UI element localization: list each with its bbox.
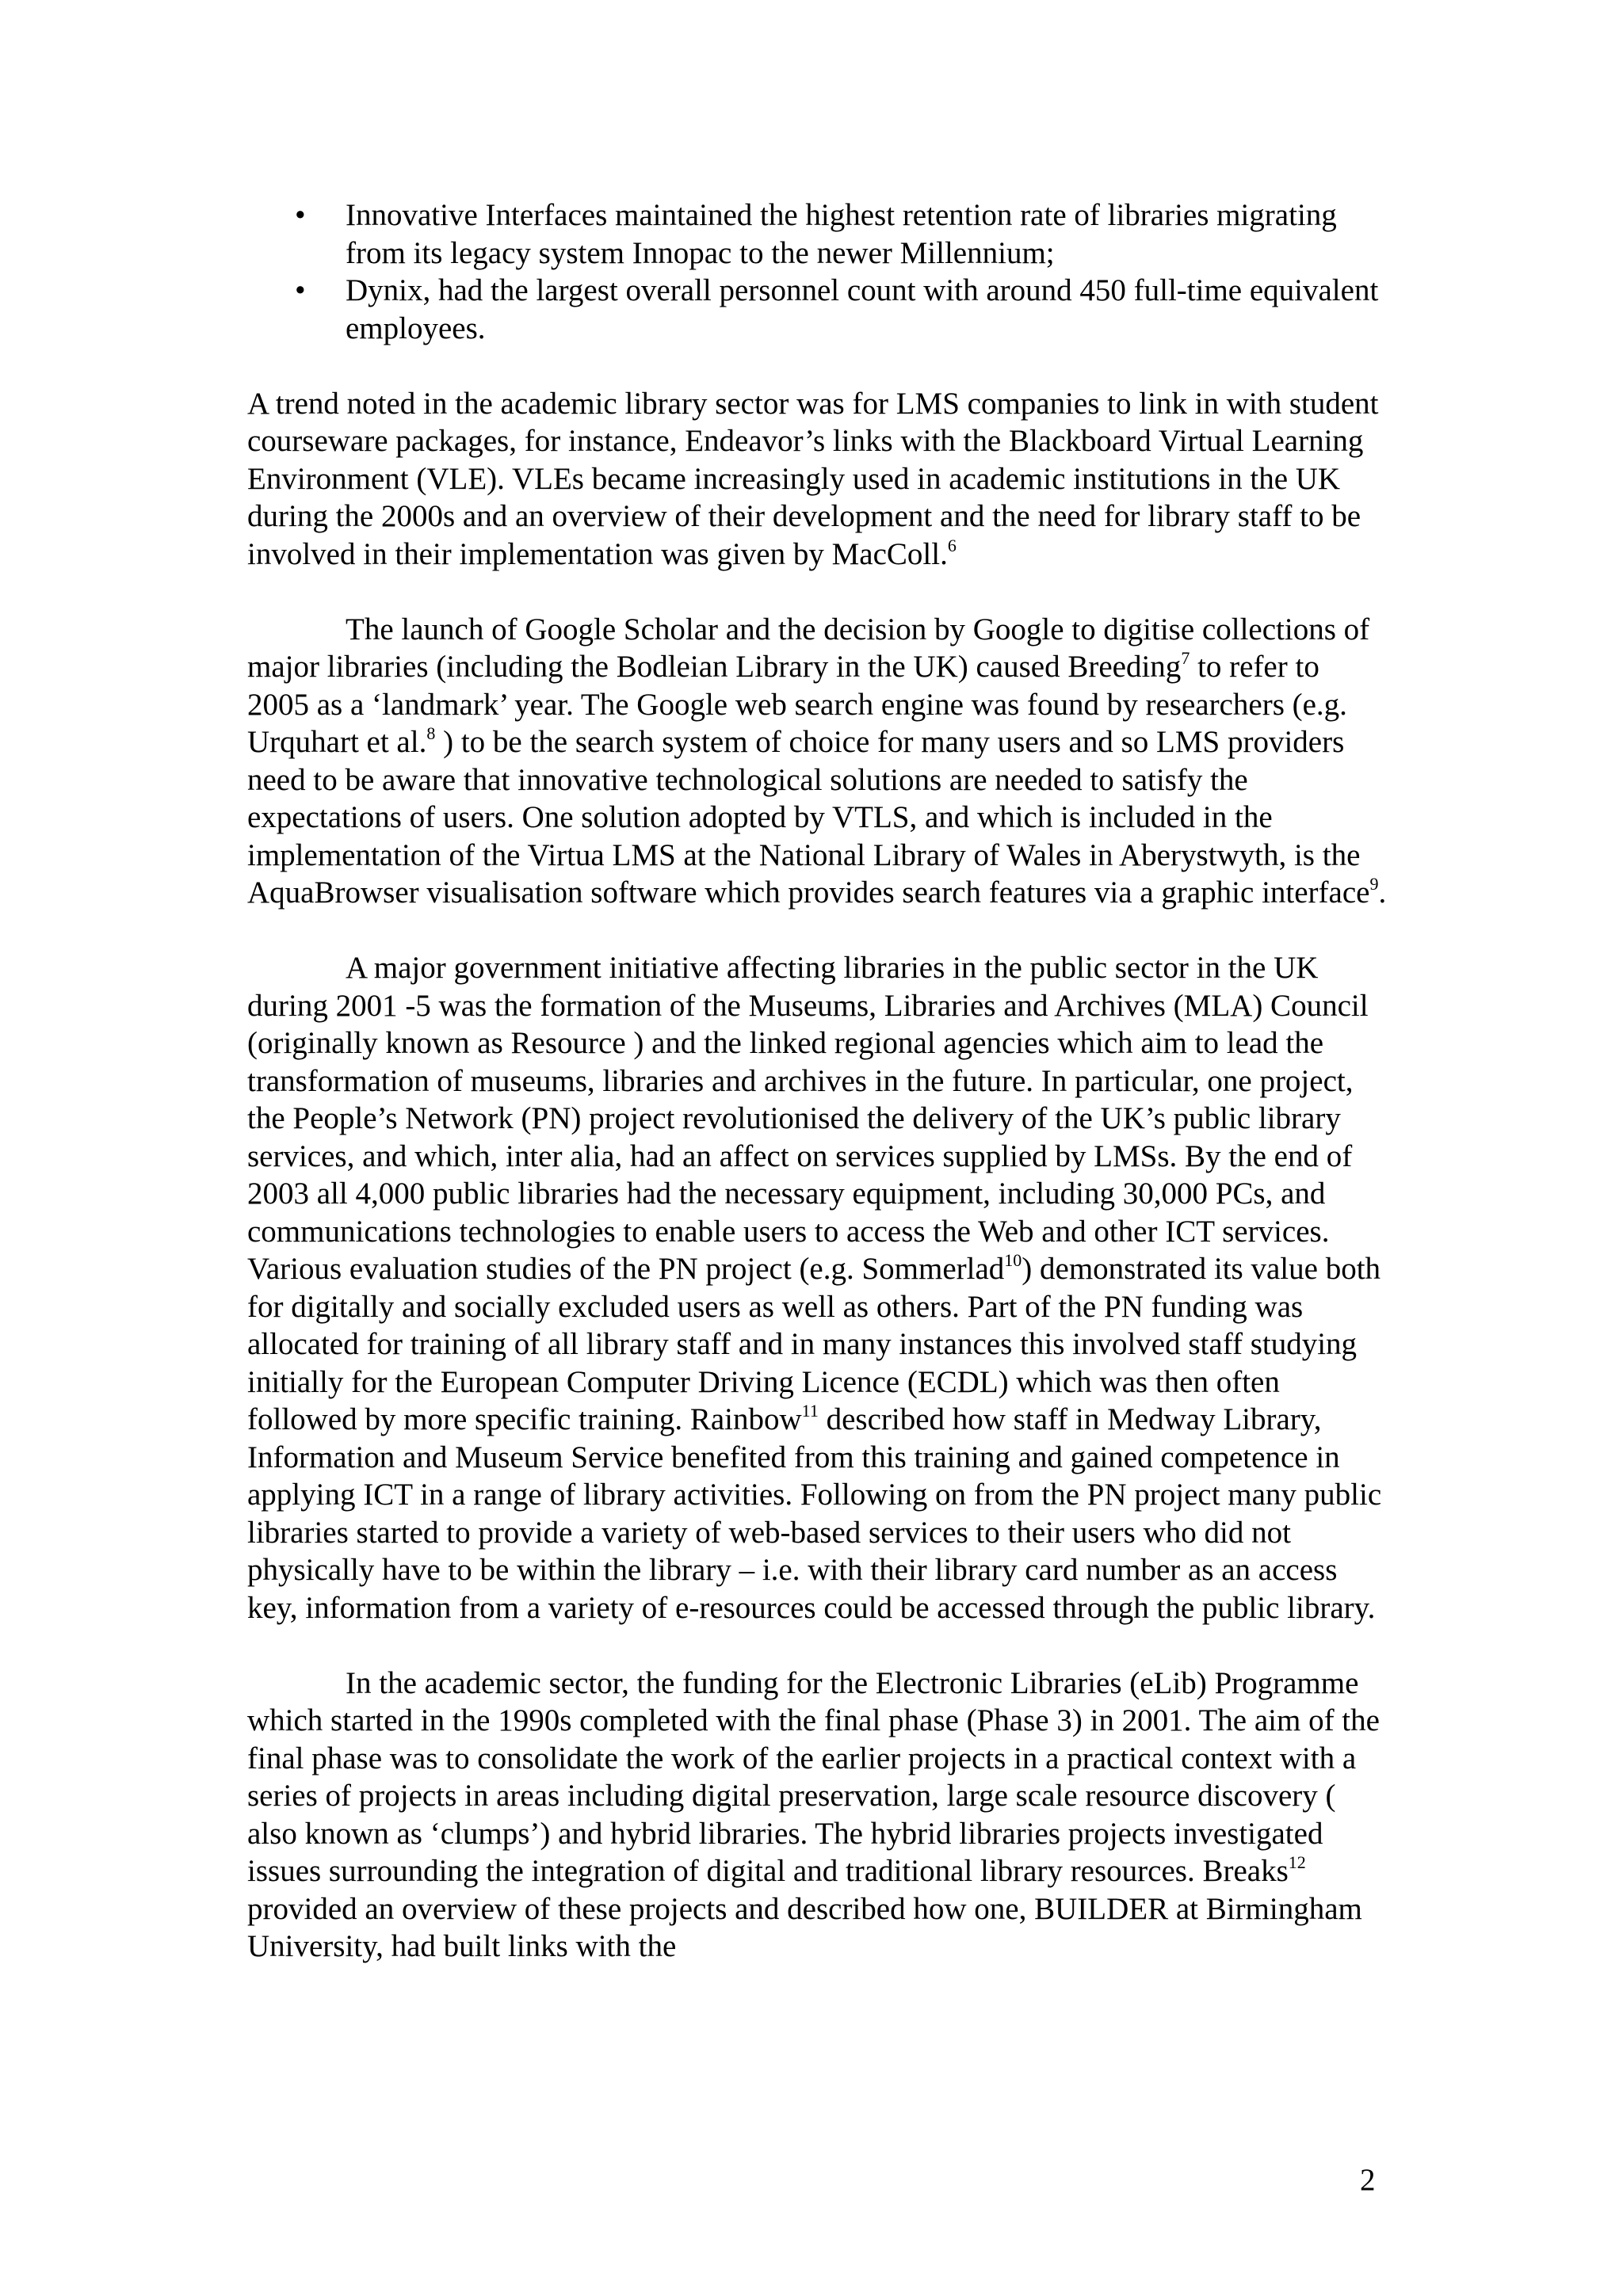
paragraph-vle	[247, 385, 1388, 574]
paragraph-text: A major government initiative affecting libraries in the public sector in the UK during 2001 -5 was the formation of the Museums, Libraries and Archives (MLA) Council (originally known as Resource ) and the linked regional agencies which aim to lead the transformation of museums, libraries and archives in the future. In particular, one project, the People’s Network (PN) project revolutionised the delivery of the UK’s public library services, and which, inter alia, had an affect on services supplied by LMSs. By the end of 2003 all 4,000 public libraries had the necessary equipment, including 30,000 PCs, and communications technologies to enable users to access the Web and other ICT services. Various evaluation studies of the PN project (e.g. Sommerlad	[247, 951, 1369, 1286]
footnote-ref: 8	[426, 723, 436, 743]
paragraph-mla	[247, 949, 1388, 1627]
bullet-list	[247, 196, 1388, 347]
bullet-text: Dynix, had the largest overall personnel count with around 450 full-time equivalent employees.	[346, 273, 1379, 345]
bullet-text: Innovative Interfaces maintained the highest retention rate of libraries migrating from its legacy system Innopac to the newer Millennium;	[346, 198, 1337, 270]
paragraph-text: The launch of Google Scholar and the decision by Google to digitise collections of major libraries (including the Bodleian Library in the UK) caused Breeding	[247, 612, 1370, 684]
paragraph-text: In the academic sector, the funding for the Electronic Libraries (eLib) Programme which started in the 1990s completed with the final phase (Phase 3) in 2001. The aim of the final phase was to consolidate the work of the earlier projects in a practical context with a series of projects in areas including digital preservation, large scale resource discovery ( also known as ‘clumps’) and hybrid libraries. The hybrid libraries projects investigated issues surrounding the integration of digital and traditional library resources. Breaks	[247, 1665, 1380, 1888]
paragraph-text: described how staff in Medway Library, Information and Museum Service benefited from this training and gained competence in applying ICT in a range of library activities. Following on from the PN project many public libraries started to provide a variety of web-based services to their users who did not physically have to be within the library – i.e. with their library card number as an access key, information from a variety of e-resources could be accessed through the public library.	[247, 1402, 1382, 1625]
footnote-ref: 10	[1004, 1250, 1022, 1270]
paragraph-google	[247, 611, 1388, 912]
bullet-icon: •	[295, 198, 306, 232]
paragraph-text: ) demonstrated its value both for digitally and socially excluded users as well as others. Part of the PN funding was allocated for training of all library staff and in many instances this involved staff studying initially for the European Computer Driving Licence (ECDL) which was then often followed by more specific training. Rainbow	[247, 1252, 1381, 1436]
paragraph-text: A trend noted in the academic library sector was for LMS companies to link in with student courseware packages, for instance, Endeavor’s links with the Blackboard Virtual Learning Environment (VLE). VLEs became increasingly used in academic institutions in the UK during the 2000s and an overview of their development and the need for library staff to be involved in their implementation was given by MacColl.	[247, 386, 1379, 571]
bullet-item	[247, 196, 1388, 272]
body-text	[247, 196, 1388, 1966]
footnote-ref: 7	[1181, 648, 1190, 668]
paragraph-text: to refer to 2005 as a ‘landmark’ year. The Google web search engine was found by researchers (e.g. Urquhart et al.	[247, 650, 1347, 759]
paragraph-elib	[247, 1665, 1388, 1966]
footnote-ref: 9	[1369, 874, 1379, 894]
paragraph-text: ) to be the search system of choice for many users and so LMS providers need to be aware that innovative technological solutions are needed to satisfy the expectations of users. One solution adopted by VTLS, and which is included in the implementation of the Virtua LMS at the National Library of Wales in Aberystwyth, is the AquaBrowser visualisation software which provides search features via a graphic interface	[247, 725, 1370, 910]
footnote-ref: 6	[947, 535, 957, 555]
footnote-ref: 12	[1288, 1852, 1306, 1872]
bullet-icon: •	[295, 273, 306, 307]
bullet-item	[247, 272, 1388, 347]
paragraph-text: .	[1378, 875, 1387, 910]
footnote-ref: 11	[801, 1401, 819, 1421]
page-number: 2	[1360, 2163, 1376, 2197]
paragraph-text: provided an overview of these projects and described how one, BUILDER at Birmingham University, had built links with the	[247, 1891, 1362, 1963]
